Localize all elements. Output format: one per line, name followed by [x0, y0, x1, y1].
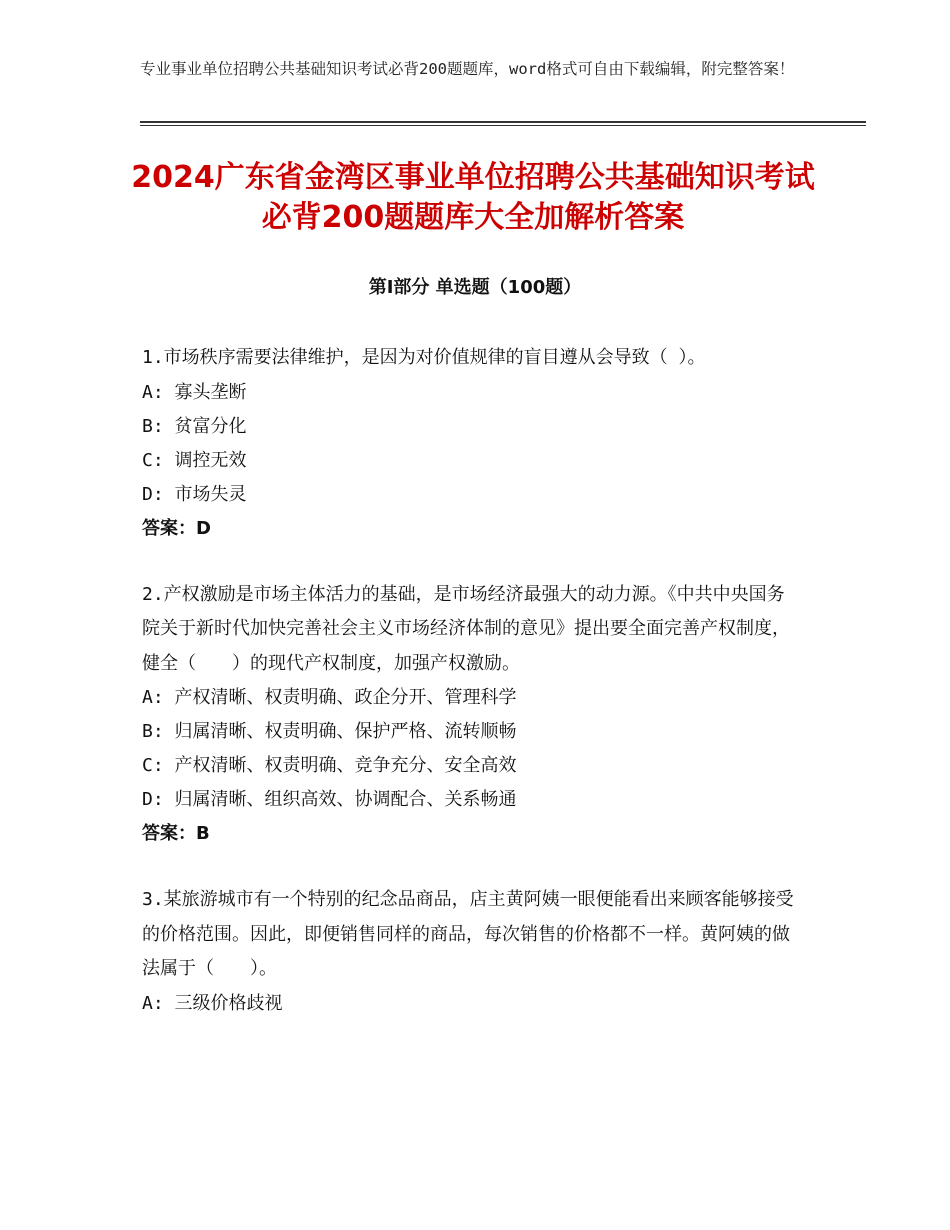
- document-title: 2024广东省金湾区事业单位招聘公共基础知识考试必背200题题库大全加解析答案: [131, 160, 815, 235]
- option-a: A: 三级价格歧视: [142, 992, 283, 1014]
- question-stem: 2.产权激励是市场主体活力的基础，是市场经济最强大的动力源。《中共中央国务院关于新时代加快完善社会主义市场经济体制的意见》提出要全面完善产权制度，健全（ ）的现代产权制度，加强产权激励。: [142, 583, 790, 674]
- option-b: B: 归属清晰、权责明确、保护严格、流转顺畅: [142, 721, 517, 742]
- section-title: 第Ⅰ部分 单选题（100题）: [368, 277, 582, 298]
- question-3: [142, 883, 802, 1021]
- option-a: A: 产权清晰、权责明确、政企分开、管理科学: [142, 687, 517, 708]
- answer-label: 答案：B: [142, 823, 210, 844]
- question-stem: 1.市场秩序需要法律维护，是因为对价值规律的盲目遵从会导致（ ）。: [142, 347, 706, 368]
- question-stem: 3.某旅游城市有一个特别的纪念品商品，店主黄阿姨一眼便能看出来顾客能够接受的价格范围。因此，即便销售同样的商品，每次销售的价格都不一样。黄阿姨的做法属于（ ）。: [142, 889, 794, 979]
- option-d: D: 归属清晰、组织高效、协调配合、关系畅通: [142, 789, 517, 810]
- header-divider-thin: [140, 125, 866, 126]
- question-1: [142, 341, 802, 546]
- question-list: [142, 341, 802, 1053]
- header-note: 专业事业单位招聘公共基础知识考试必背200题题库，word格式可自由下载编辑，附完整答案！: [140, 60, 795, 78]
- question-2: [142, 578, 802, 852]
- option-a: A: 寡头垄断: [142, 381, 247, 403]
- header-divider: [140, 121, 866, 123]
- option-c: C: 产权清晰、权责明确、竞争充分、安全高效: [142, 755, 517, 776]
- option-c: C: 调控无效: [142, 449, 247, 471]
- option-b: B: 贫富分化: [142, 415, 247, 437]
- option-d: D: 市场失灵: [142, 483, 247, 505]
- answer-label: 答案：D: [142, 517, 211, 539]
